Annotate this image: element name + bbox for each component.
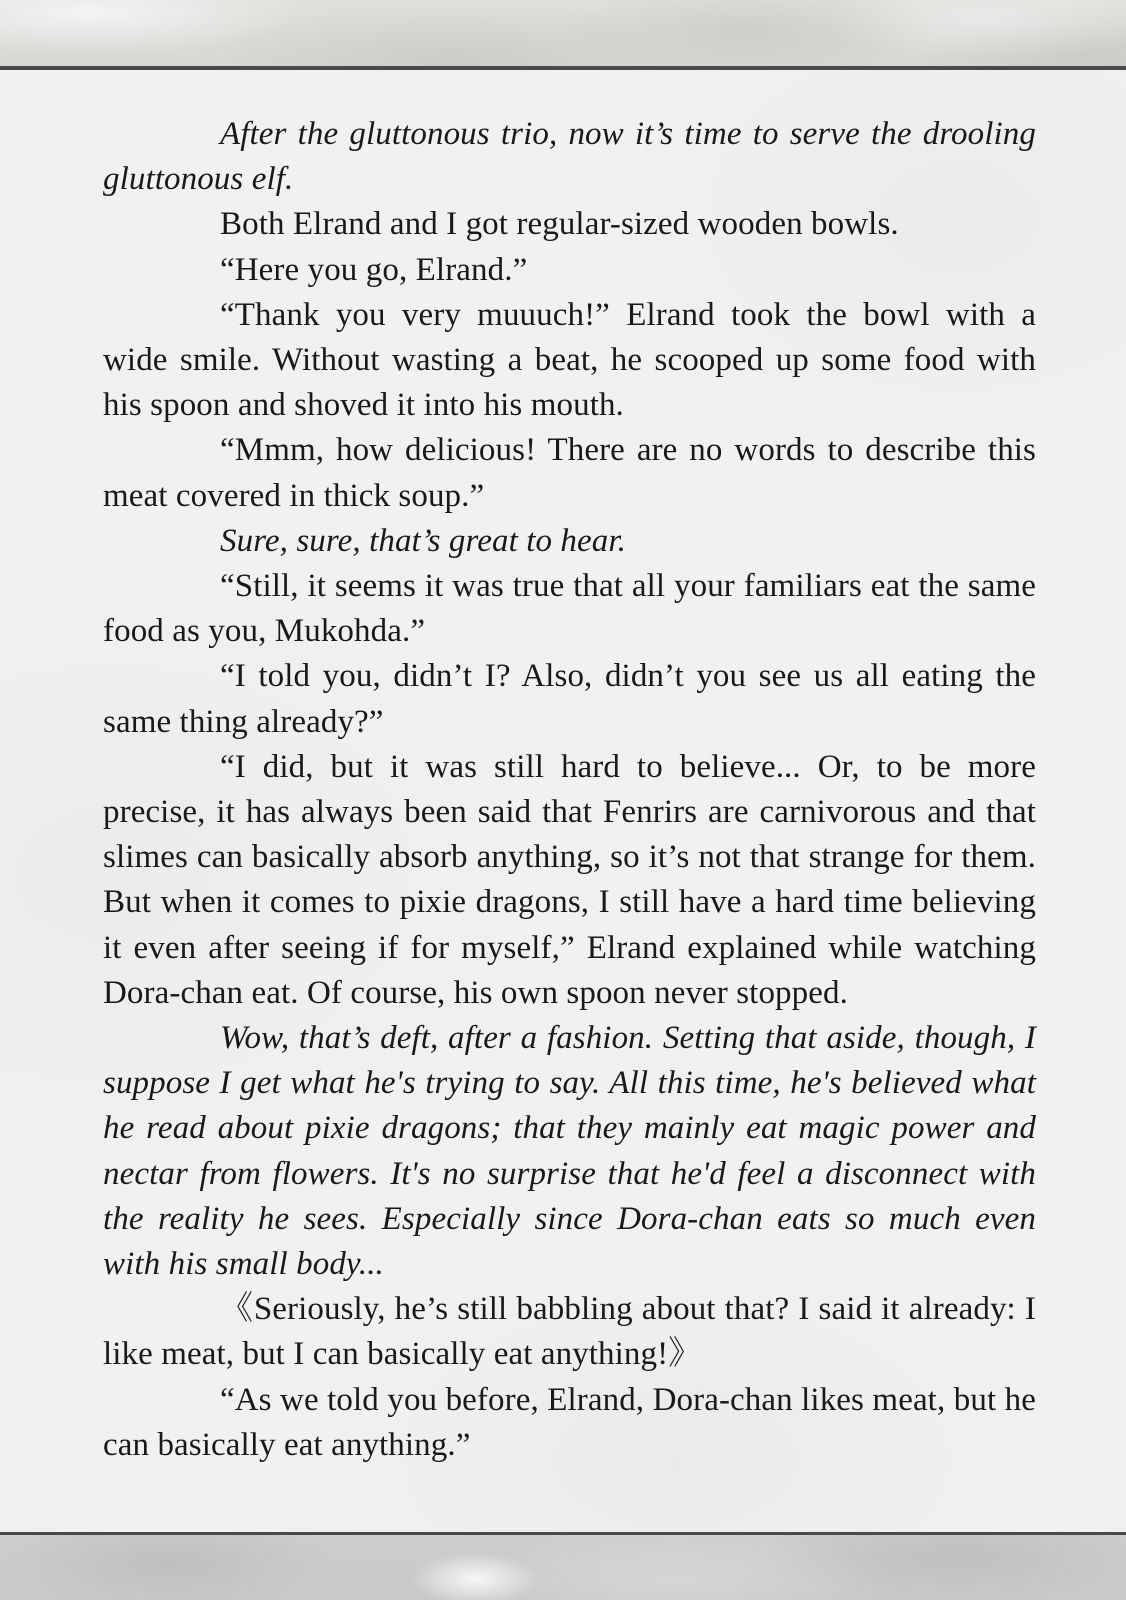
paragraph: “Mmm, how delicious! There are no words to describe this meat covered in thick soup.”	[103, 432, 1036, 514]
paragraph: Wow, that’s deft, after a fashion. Setting that aside, though, I suppose I get what he's trying to say. All this time, he's believed what he read about pixie dragons; that they mainly eat magic power and nectar from flowers. It's no surprise that he'd feel a disconnect with the reality he sees. Especially since Dora-chan eats so much even with his small body...	[103, 1020, 1036, 1283]
paper-smudge	[390, 1544, 560, 1600]
paragraph: 《Seriously, he’s still babbling about that? I said it already: I like meat, but I can basically eat anything!》	[103, 1291, 1036, 1373]
page-bottom-margin-band	[0, 1535, 1126, 1600]
paragraph: After the gluttonous trio, now it’s time to serve the drooling gluttonous elf.	[103, 116, 1036, 198]
paragraph: “Thank you very muuuch!” Elrand took the bowl with a wide smile. Without wasting a beat, he scooped up some food with his spoon and shoved it into his mouth.	[103, 296, 1036, 424]
page-text-area	[0, 70, 1126, 1532]
paragraph: Sure, sure, that’s great to hear.	[220, 522, 627, 559]
paragraph: “Here you go, Elrand.”	[220, 251, 528, 288]
paragraph: “I did, but it was still hard to believe... Or, to be more precise, it has always been said that Fenrirs are carnivorous and that slimes can basically absorb anything, so it’s not that strange for them. But when it comes to pixie dragons, I still have a hard time believing it even after seeing if for myself,” Elrand explained while watching Dora-chan eat. Of course, his own spoon never stopped.	[103, 748, 1036, 1011]
paragraph: “As we told you before, Elrand, Dora-chan likes meat, but he can basically eat anything.”	[103, 1381, 1036, 1463]
paragraph: Both Elrand and I got regular-sized wooden bowls.	[220, 206, 899, 243]
page-top-margin-band	[0, 0, 1126, 66]
paragraph: “I told you, didn’t I? Also, didn’t you see us all eating the same thing already?”	[103, 658, 1036, 740]
paragraph: “Still, it seems it was true that all your familiars eat the same food as you, Mukohda.”	[103, 568, 1036, 650]
